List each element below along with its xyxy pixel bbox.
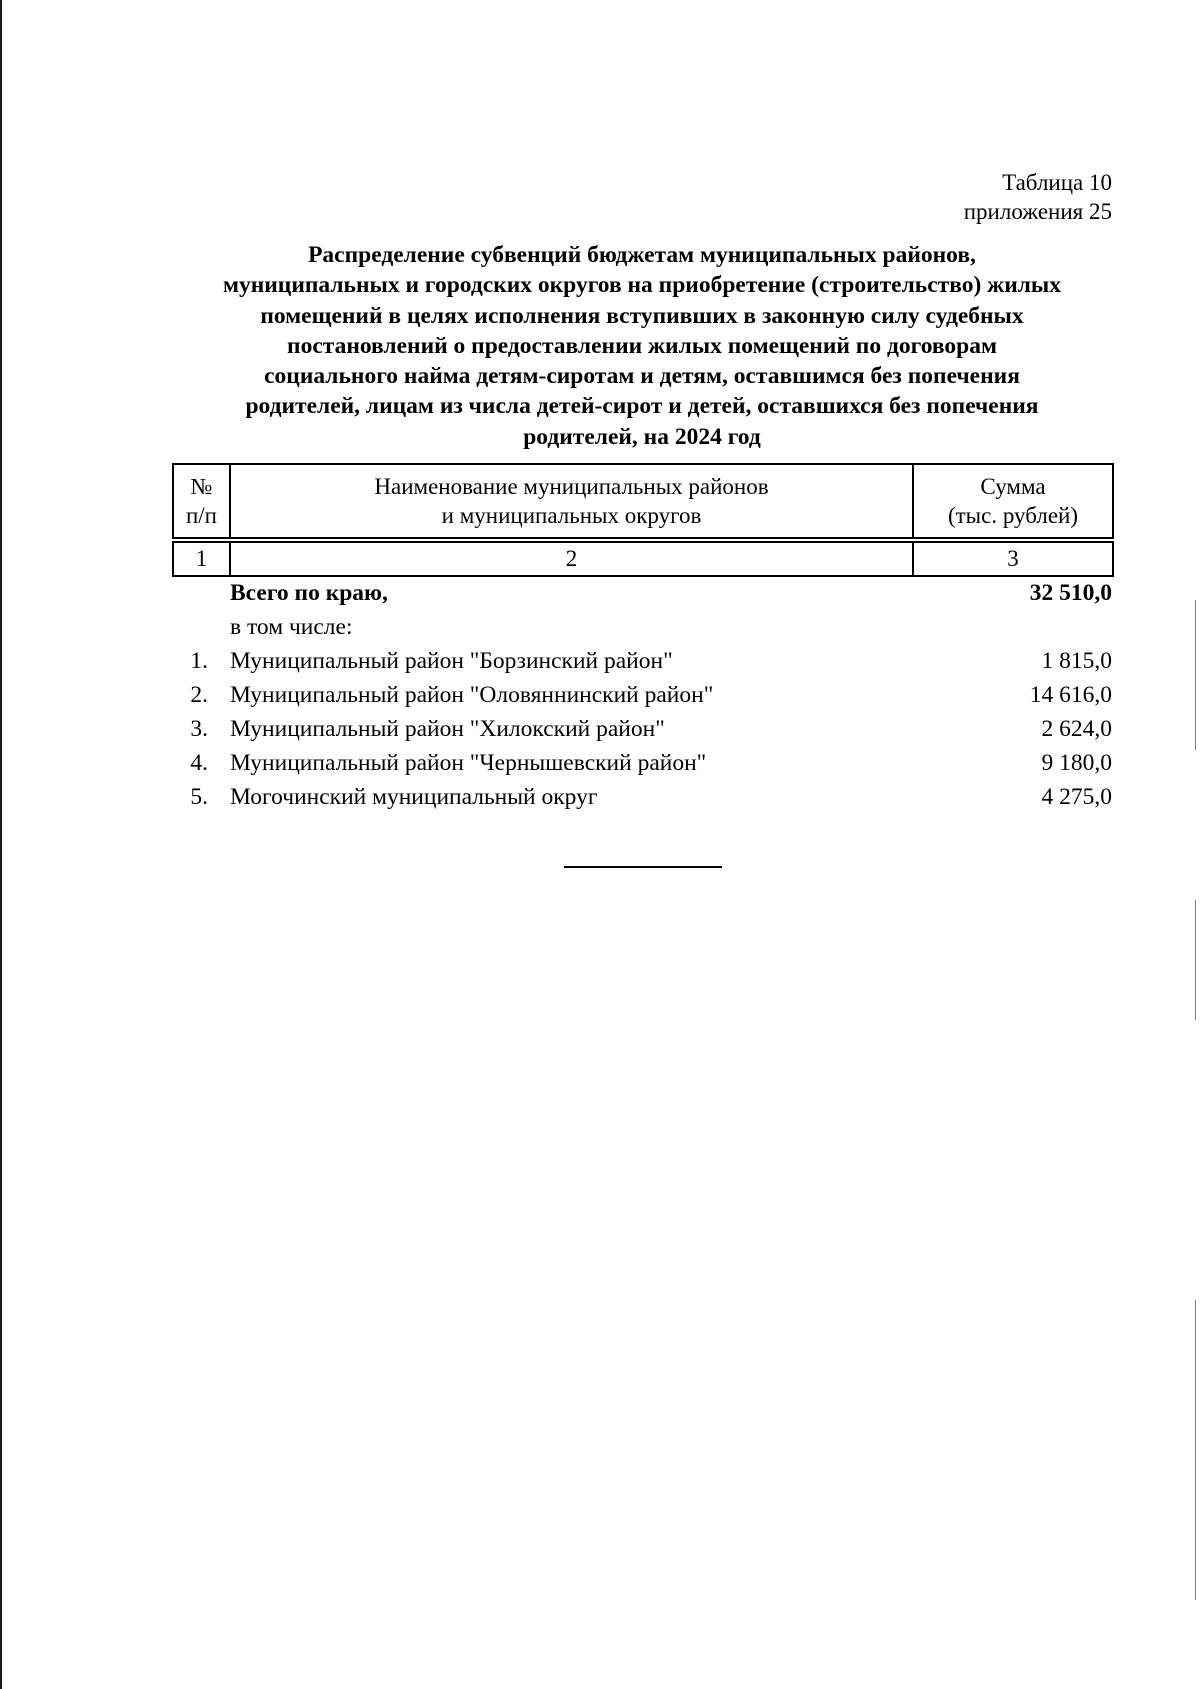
title-line: родителей, на 2024 год [523,423,761,450]
document-title [172,240,1112,452]
title-line: муниципальных и городских округов на приобретение (строительство) жилых [222,272,1062,299]
total-row [172,576,1112,610]
row-name: Муниципальный район "Борзинский район" [230,648,673,674]
table-row [172,678,1112,712]
table-body [172,576,1112,814]
table-number: Таблица 10 [1002,170,1112,195]
table-row [172,780,1112,814]
header-number: № п/п [173,464,230,538]
header-name: Наименование муниципальных районов и муниципальных округов [230,464,913,538]
including-label: в том числе: [230,614,353,640]
row-value: 14 616,0 [1029,682,1112,708]
scan-right-edge-mark [1195,1300,1196,1600]
scan-right-edge-mark [1195,900,1196,1020]
row-name: Муниципальный район "Хилокский район" [230,716,665,742]
table-row [172,644,1112,678]
column-number: 1 [173,542,230,576]
column-number: 2 [230,542,913,576]
column-numbers-row [172,541,1114,577]
row-number: 2. [190,682,208,708]
table-reference [964,168,1112,226]
row-name: Муниципальный район "Оловяннинский район" [230,682,714,708]
scan-left-edge [0,0,2,1689]
header-sum: Сумма (тыс. рублей) [913,464,1113,538]
total-value: 32 510,0 [1029,580,1112,606]
end-of-table-rule [564,866,722,868]
title-line: постановлений о предоставлении жилых помещений по договорам [287,332,997,359]
column-number: 3 [913,542,1113,576]
row-number: 4. [190,750,208,776]
title-line: Распределение субвенций бюджетам муниципальных районов, [308,242,976,268]
scan-right-edge-mark [1195,600,1196,750]
table-row [172,746,1112,780]
including-row [172,610,1112,644]
appendix-number: приложения 25 [963,199,1112,224]
row-name: Могочинский муниципальный округ [230,784,598,810]
row-value: 4 275,0 [1041,784,1112,810]
row-value: 2 624,0 [1041,716,1112,742]
title-line: родителей, лицам из числа детей-сирот и детей, оставшихся без попечения [245,393,1039,420]
table-header [172,463,1114,539]
row-value: 9 180,0 [1041,750,1112,776]
row-number: 1. [190,648,208,674]
title-line: помещений в целях исполнения вступивших в законную силу судебных [260,302,1024,329]
row-value: 1 815,0 [1041,648,1112,674]
row-name: Муниципальный район "Чернышевский район" [230,750,707,776]
total-label: Всего по краю, [230,580,388,606]
row-number: 5. [190,784,208,810]
row-number: 3. [190,716,208,742]
title-line: социального найма детям-сиротам и детям, оставшимся без попечения [264,363,1020,390]
table-row [172,712,1112,746]
